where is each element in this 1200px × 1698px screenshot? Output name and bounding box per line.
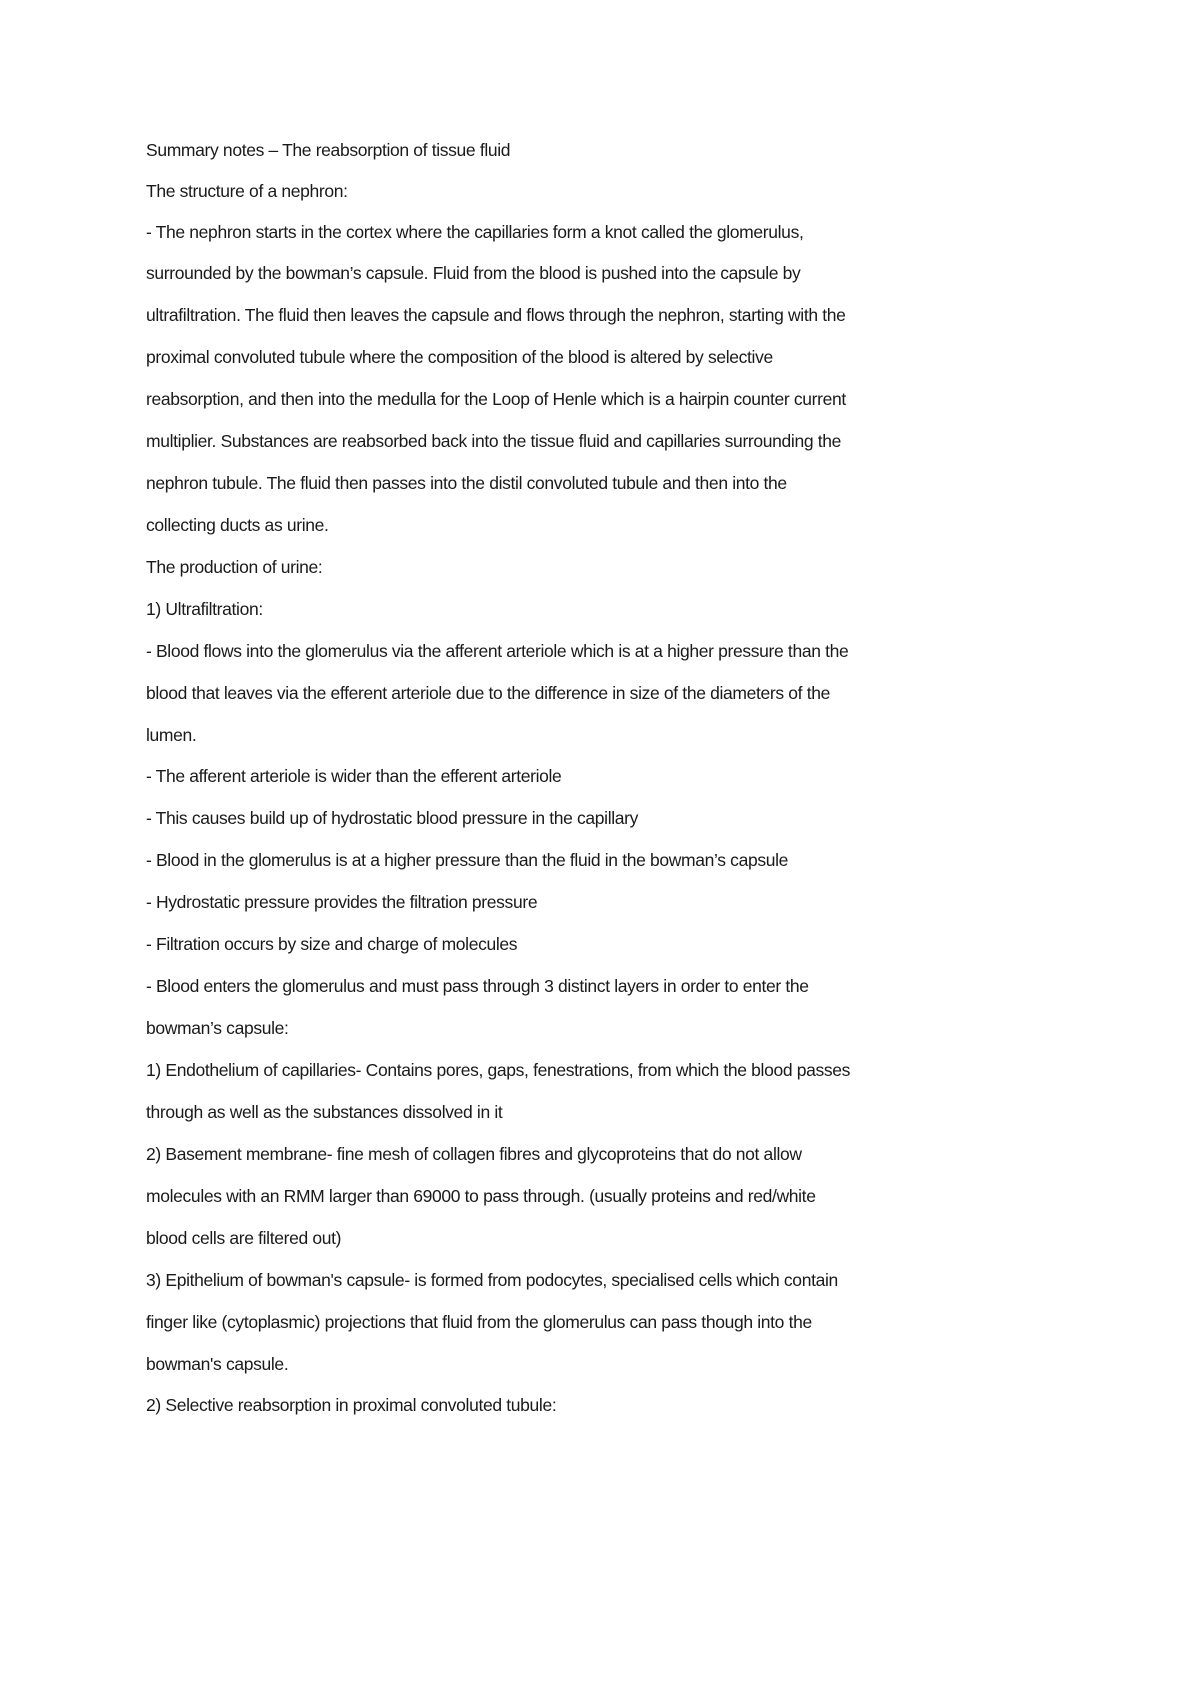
bullet-line: - This causes build up of hydrostatic blood pressure in the capillary bbox=[146, 808, 639, 828]
document-title: Summary notes – The reabsorption of tissue fluid bbox=[146, 140, 511, 160]
paragraph-line: collecting ducts as urine. bbox=[146, 515, 329, 535]
paragraph-line: surrounded by the bowman’s capsule. Fluid from the blood is pushed into the capsule by bbox=[146, 263, 801, 283]
bullet-line: - The afferent arteriole is wider than the efferent arteriole bbox=[146, 766, 562, 786]
paragraph-line: bowman’s capsule: bbox=[146, 1018, 289, 1038]
paragraph-line: blood that leaves via the efferent arteriole due to the difference in size of the diameters of the bbox=[146, 683, 830, 703]
paragraph-line: blood cells are filtered out) bbox=[146, 1228, 342, 1248]
bullet-line: - Filtration occurs by size and charge of molecules bbox=[146, 934, 518, 954]
paragraph-line: lumen. bbox=[146, 725, 197, 745]
paragraph-line: reabsorption, and then into the medulla for the Loop of Henle which is a hairpin counter current bbox=[146, 389, 846, 409]
bullet-line: - Blood in the glomerulus is at a higher pressure than the fluid in the bowman’s capsule bbox=[146, 850, 789, 870]
paragraph-line: bowman's capsule. bbox=[146, 1354, 289, 1374]
numbered-item-line: 3) Epithelium of bowman's capsule- is formed from podocytes, specialised cells which contain bbox=[146, 1270, 838, 1290]
bullet-line: - Blood enters the glomerulus and must pass through 3 distinct layers in order to enter the bbox=[146, 976, 809, 996]
subheading-ultrafiltration: 1) Ultrafiltration: bbox=[146, 599, 263, 619]
bullet-line: - Hydrostatic pressure provides the filtration pressure bbox=[146, 892, 538, 912]
paragraph-line: proximal convoluted tubule where the composition of the blood is altered by selective bbox=[146, 347, 773, 367]
paragraph-line: - The nephron starts in the cortex where the capillaries form a knot called the glomerulus, bbox=[146, 222, 804, 242]
numbered-item-line: 2) Basement membrane- fine mesh of collagen fibres and glycoproteins that do not allow bbox=[146, 1144, 802, 1164]
paragraph-line: multiplier. Substances are reabsorbed back into the tissue fluid and capillaries surrounding the bbox=[146, 431, 842, 451]
paragraph-line: molecules with an RMM larger than 69000 to pass through. (usually proteins and red/white bbox=[146, 1186, 816, 1206]
numbered-item-line: 1) Endothelium of capillaries- Contains pores, gaps, fenestrations, from which the blood passes bbox=[146, 1060, 851, 1080]
heading-nephron-structure: The structure of a nephron: bbox=[146, 181, 348, 201]
bullet-line: - Blood flows into the glomerulus via the afferent arteriole which is at a higher pressure than the bbox=[146, 641, 849, 661]
paragraph-line: ultrafiltration. The fluid then leaves the capsule and flows through the nephron, starting with the bbox=[146, 305, 846, 325]
paragraph-line: through as well as the substances dissolved in it bbox=[146, 1102, 503, 1122]
paragraph-line: nephron tubule. The fluid then passes into the distil convoluted tubule and then into the bbox=[146, 473, 787, 493]
paragraph-line: finger like (cytoplasmic) projections that fluid from the glomerulus can pass though into the bbox=[146, 1312, 812, 1332]
heading-urine-production: The production of urine: bbox=[146, 557, 323, 577]
subheading-selective-reabsorption: 2) Selective reabsorption in proximal convoluted tubule: bbox=[146, 1395, 557, 1415]
